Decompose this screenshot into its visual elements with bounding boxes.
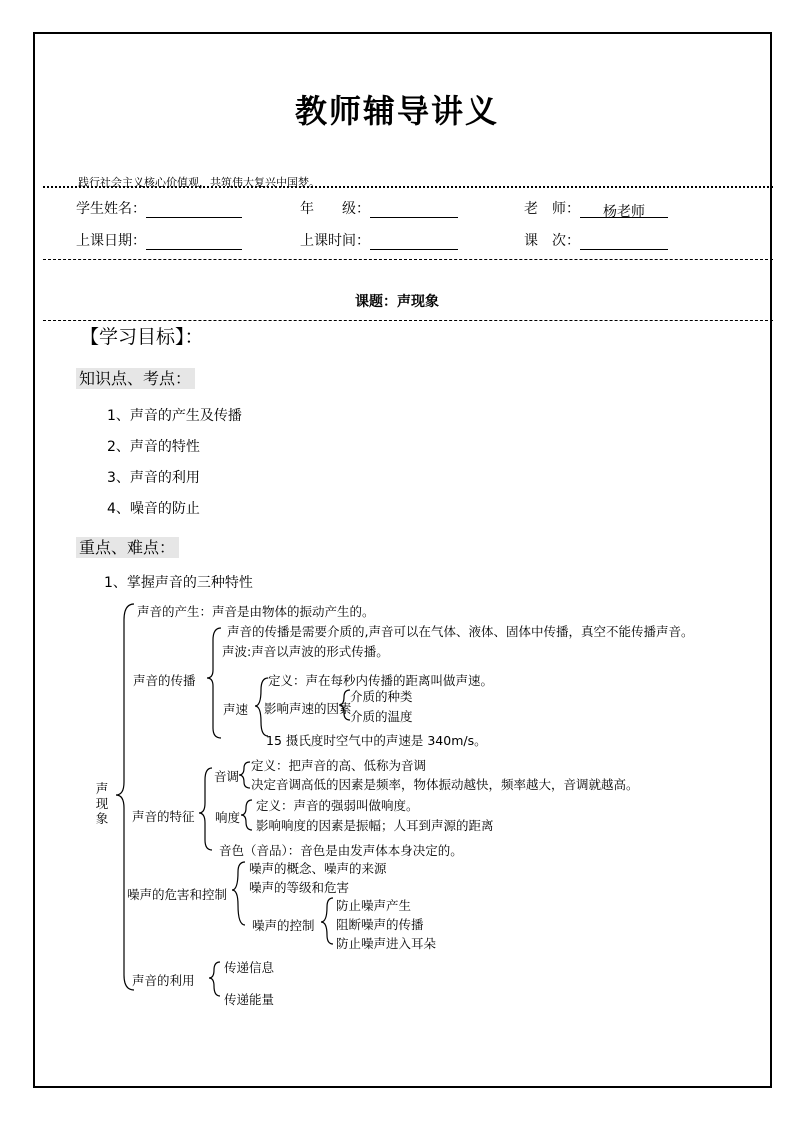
brace-uses <box>209 962 220 996</box>
brace-loud <box>241 800 252 830</box>
tree-speed-label: 声速 <box>223 702 249 717</box>
tree-speed-value: 15 摄氏度时空气中的声速是 340m/s。 <box>266 733 487 748</box>
tree-noise-control-1: 防止噪声产生 <box>336 898 412 913</box>
knowledge-heading: 知识点、考点： <box>76 368 195 389</box>
tree-noise-control-2: 阻断噪声的传播 <box>336 917 424 932</box>
knowledge-item-2: 2、声音的特性 <box>107 439 200 455</box>
topic-title: 课题：声现象 <box>355 294 439 310</box>
date-label: 上课日期： <box>76 233 146 249</box>
brace-control <box>321 898 333 944</box>
tree-uses-1: 传递信息 <box>224 960 275 975</box>
knowledge-item-1: 1、声音的产生及传播 <box>107 408 242 424</box>
tree-features-label: 声音的特征 <box>132 809 195 824</box>
student-name-label: 学生姓名： <box>76 201 146 217</box>
tree-root: 声现象 <box>95 781 109 826</box>
motto: 践行社会主义核心价值观，共筑伟大复兴中国梦。 <box>78 176 320 189</box>
key-item-1: 1、掌握声音的三种特性 <box>104 575 253 591</box>
brace-pitch <box>239 762 250 788</box>
tree-pitch-def: 定义：把声音的高、低称为音调 <box>251 758 427 773</box>
tree-factor-temp: 介质的温度 <box>350 709 413 724</box>
brace-noise <box>232 862 245 925</box>
tree-speed-factor: 影响声速的因素 <box>264 701 352 716</box>
tree-propagation-label: 声音的传播 <box>133 673 196 688</box>
time-label: 上课时间： <box>300 233 370 249</box>
tree-noise-control-label: 噪声的控制 <box>252 918 315 933</box>
tree-noise-label: 噪声的危害和控制 <box>127 887 228 902</box>
tree-noise-concept: 噪声的概念、噪声的来源 <box>249 861 387 876</box>
tree-loud-def: 定义：声音的强弱叫做响度。 <box>256 798 419 813</box>
grade-label: 年 级： <box>300 201 370 217</box>
teacher-value: 杨老师 <box>603 204 645 220</box>
brace-root <box>116 604 134 990</box>
tree-speed-def: 定义：声在每秒内传播的距离叫做声速。 <box>268 673 494 688</box>
tree-loud-label: 响度 <box>215 810 241 825</box>
tree-pitch-label: 音调 <box>214 769 240 784</box>
teacher-label: 老 师： <box>524 201 580 217</box>
tree-propagation-medium: 声音的传播是需要介质的,声音可以在气体、液体、固体中传播，真空不能传播声音。 <box>227 624 694 639</box>
key-heading: 重点、难点： <box>76 537 179 558</box>
tree-uses-2: 传递能量 <box>224 992 275 1007</box>
page-title: 教师辅导讲义 <box>294 92 499 130</box>
tree-factor-kind: 介质的种类 <box>350 689 413 704</box>
lesson-label: 课 次： <box>524 233 580 249</box>
knowledge-item-3: 3、声音的利用 <box>107 470 200 486</box>
tree-propagation-wave: 声波:声音以声波的形式传播。 <box>222 644 389 659</box>
tree-noise-levels: 噪声的等级和危害 <box>249 880 350 895</box>
goals-heading: 【学习目标】： <box>80 326 204 348</box>
tree-uses-label: 声音的利用 <box>132 973 195 988</box>
tree-timbre: 音色（音品）：音色是由发声体本身决定的。 <box>219 843 463 858</box>
tree-loud-factor: 影响响度的因素是振幅；人耳到声源的距离 <box>256 818 494 833</box>
knowledge-item-4: 4、噪音的防止 <box>107 501 200 517</box>
brace-propagation <box>207 628 221 738</box>
tree-production: 声音的产生：声音是由物体的振动产生的。 <box>137 604 375 619</box>
brace-features <box>199 768 212 850</box>
tree-pitch-factor: 决定音调高低的因素是频率，物体振动越快，频率越大，音调就越高。 <box>251 777 639 792</box>
tree-noise-control-3: 防止噪声进入耳朵 <box>336 936 437 951</box>
